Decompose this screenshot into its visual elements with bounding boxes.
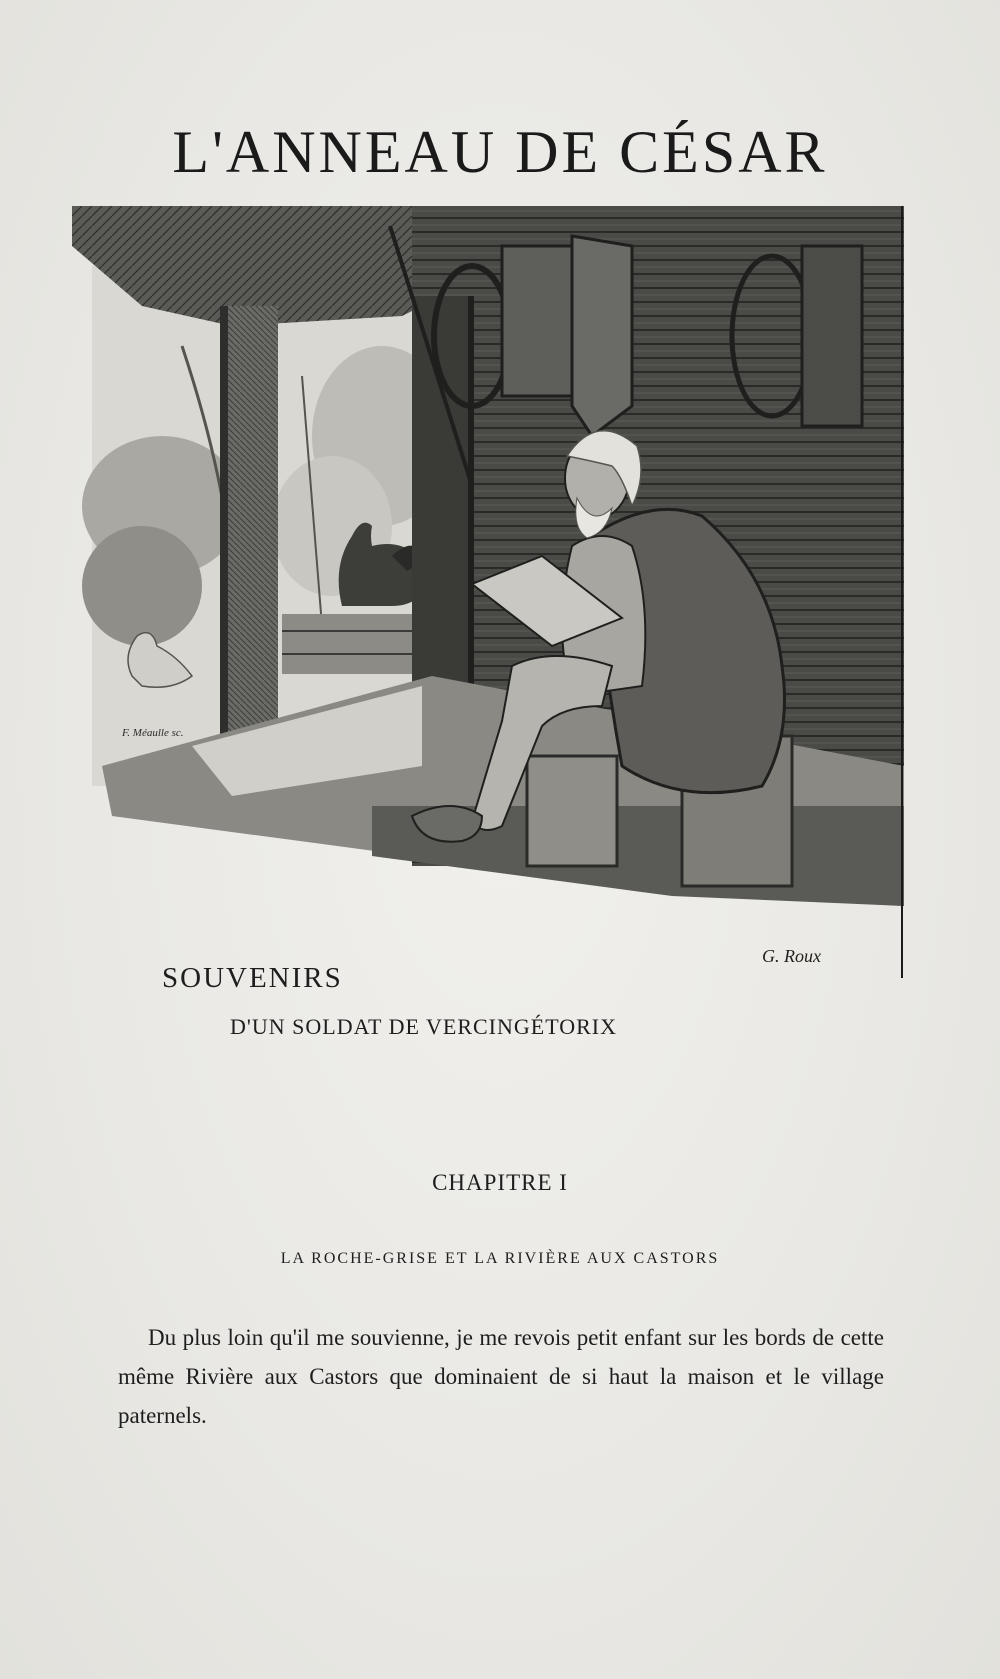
souvenirs-heading: SOUVENIRS	[162, 962, 343, 994]
book-subtitle: D'UN SOLDAT DE VERCINGÉTORIX	[230, 1014, 618, 1039]
chapter-subtitle: LA ROCHE-GRISE ET LA RIVIÈRE AUX CASTORS	[280, 1250, 720, 1267]
book-title: L'ANNEAU DE CÉSAR	[172, 119, 828, 185]
engraver-signature: F. Méaulle sc.	[122, 727, 184, 739]
chapter-title: CHAPITRE I	[432, 1170, 568, 1195]
artist-signature: G. Roux	[762, 946, 821, 966]
body-paragraph: Du plus loin qu'il me souvienne, je me revois petit enfant sur les bords de cette même Rivière aux Castors que dominaient de si haut la maison et le village paternels.	[118, 1325, 884, 1428]
engraving-illustration	[72, 206, 904, 978]
